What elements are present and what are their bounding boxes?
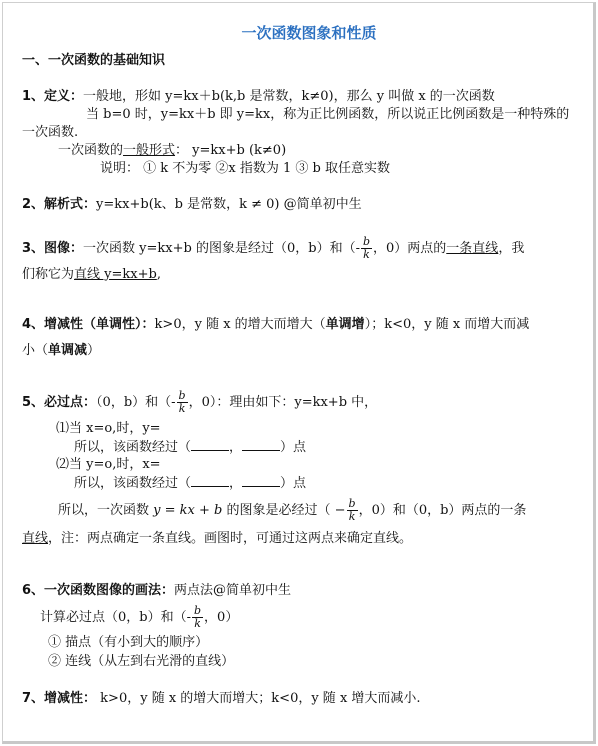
expression-text: y=kx+b(k、b 是常数，k ≠ 0) @简单初中生 (96, 197, 362, 212)
case-2-result-pre: 所以，该函数经过（ (74, 476, 192, 491)
monotonicity-line-2 (22, 342, 598, 360)
fraction-denominator: k (363, 248, 370, 261)
calc-points-pre: 计算必过点（0，b）和（- (40, 610, 191, 625)
graph-straight-line: 一条直线 (446, 241, 499, 256)
fraction-denominator: k (348, 510, 356, 523)
monotonicity-text-2: ）；k<0，y 随 x 而增大而减 (364, 317, 530, 332)
graph-line-1 (22, 234, 598, 264)
fixed-summary-line (58, 496, 598, 526)
graph-line2-pre: 们称它为 (22, 267, 75, 282)
fixed-points-text: （0，b）和（- (96, 395, 176, 410)
answer-blank[interactable] (191, 438, 229, 451)
monotonicity-summary-text: k>0，y 随 x 的增大而增大；k<0，y 随 x 增大而减小. (96, 691, 421, 706)
fixed-summary-pre: 所以，一次函数 (58, 503, 154, 518)
fraction-b-over-k (361, 236, 372, 261)
fraction-numerator: b (362, 235, 371, 248)
graph-line-name: 直线 y=kx+b (74, 267, 157, 282)
monotonic-decreasing: 单调减 (48, 343, 88, 358)
fraction-numerator: b (348, 497, 356, 510)
fixed-points-text-2: ，0）：理由如下：y=kx+b 中， (188, 395, 378, 410)
general-form-formula: ： y=kx+b (k≠0) (175, 143, 287, 158)
case-1-comma: ， (229, 440, 243, 455)
graph-text-post: ，0）两点的 (373, 241, 447, 256)
step-connect-line: ② 连线（从左到右光滑的直线） (48, 654, 235, 669)
fixed-note-line (22, 530, 598, 548)
case-2-result (74, 474, 598, 493)
fixed-note-term: 直线 (22, 531, 49, 546)
definition-notes: 说明： ① k 不为零 ②x 指数为 1 ③ b 取任意实数 (100, 161, 390, 176)
case-1-result-end: ）点 (280, 440, 307, 455)
case-1-line: ⑴当 x=o,时，y= (56, 421, 161, 436)
monotonic-increasing: 单调增 (325, 317, 365, 332)
fraction-numerator: b (178, 389, 186, 402)
document-title: 一次函数图象和性质 (241, 24, 377, 42)
monotonicity-summary-line (22, 690, 598, 708)
definition-line-2: 当 b=0 时，y=kx＋b 即 y=kx，称为正比例函数，所以说正比例函数是一种特殊的 (86, 107, 570, 122)
monotonicity-line2-end: ） (87, 343, 101, 358)
answer-blank[interactable] (242, 474, 280, 487)
graph-label: 3、图像： (22, 241, 84, 256)
fixed-summary-end: ，0）和（0，b）两点的一条 (358, 503, 527, 518)
definition-text-1: 一般地，形如 y=kx＋b(k,b 是常数，k≠0)，那么 y 叫做 x 的一次函数 (83, 89, 495, 104)
graph-line2-end: , (156, 267, 161, 282)
definition-line-1 (22, 88, 598, 106)
case-2-result-end: ）点 (280, 476, 307, 491)
fraction-denominator: k (194, 617, 201, 630)
graph-line-2 (22, 266, 598, 284)
fraction-numerator: b (194, 604, 202, 617)
definition-line-3: 一次函数. (22, 125, 79, 140)
calc-points-line (40, 603, 598, 633)
step-plot-points: ① 描点（有小到大的顺序） (48, 635, 209, 650)
monotonicity-summary-label: 7、增减性： (22, 691, 97, 706)
case-2-line: ⑵当 y=o,时，x= (56, 457, 161, 472)
section-heading: 一、一次函数的基础知识 (22, 53, 166, 68)
calc-points-post: ，0） (204, 610, 239, 625)
monotonicity-text: k>0，y 随 x 的增大而增大（ (154, 317, 326, 332)
drawing-method-label: 6、一次函数图像的画法： (22, 583, 175, 598)
graph-text-pre: 一次函数 y=kx+b 的图象是经过（0，b）和（- (83, 241, 360, 256)
definition-label: 1、定义： (22, 89, 84, 104)
answer-blank[interactable] (191, 474, 229, 487)
drawing-method-line (22, 582, 598, 600)
fraction-b-over-k (192, 605, 203, 630)
expression-label: 2、解析式： (22, 197, 97, 212)
fixed-summary-equation: y = kx + b (153, 503, 223, 518)
drawing-method-text: 两点法@简单初中生 (174, 583, 292, 598)
monotonicity-line-1 (22, 316, 598, 334)
monotonicity-line2-pre: 小（ (22, 343, 49, 358)
expression-line (22, 196, 598, 214)
general-form-pre: 一次函数的 (58, 143, 124, 158)
graph-text-end: ，我 (498, 241, 525, 256)
fraction-denominator: k (178, 402, 186, 415)
fixed-points-line (22, 388, 598, 418)
fixed-summary-mid: 的图象是必经过（ − (222, 503, 346, 518)
case-1-result-pre: 所以，该函数经过（ (74, 440, 192, 455)
fixed-points-label: 5、必过点： (22, 395, 97, 410)
general-form-term: 一般形式 (123, 143, 176, 158)
monotonicity-label: 4、增减性（单调性）： (22, 317, 155, 332)
case-2-comma: ， (229, 476, 243, 491)
answer-blank[interactable] (242, 438, 280, 451)
case-1-result (74, 438, 598, 457)
fixed-note-text: ，注：两点确定一条直线。画图时，可通过这两点来确定直线。 (48, 531, 413, 546)
general-form-line (58, 142, 598, 160)
fraction-b-over-k (177, 390, 188, 415)
fraction-b-over-k (347, 498, 358, 523)
